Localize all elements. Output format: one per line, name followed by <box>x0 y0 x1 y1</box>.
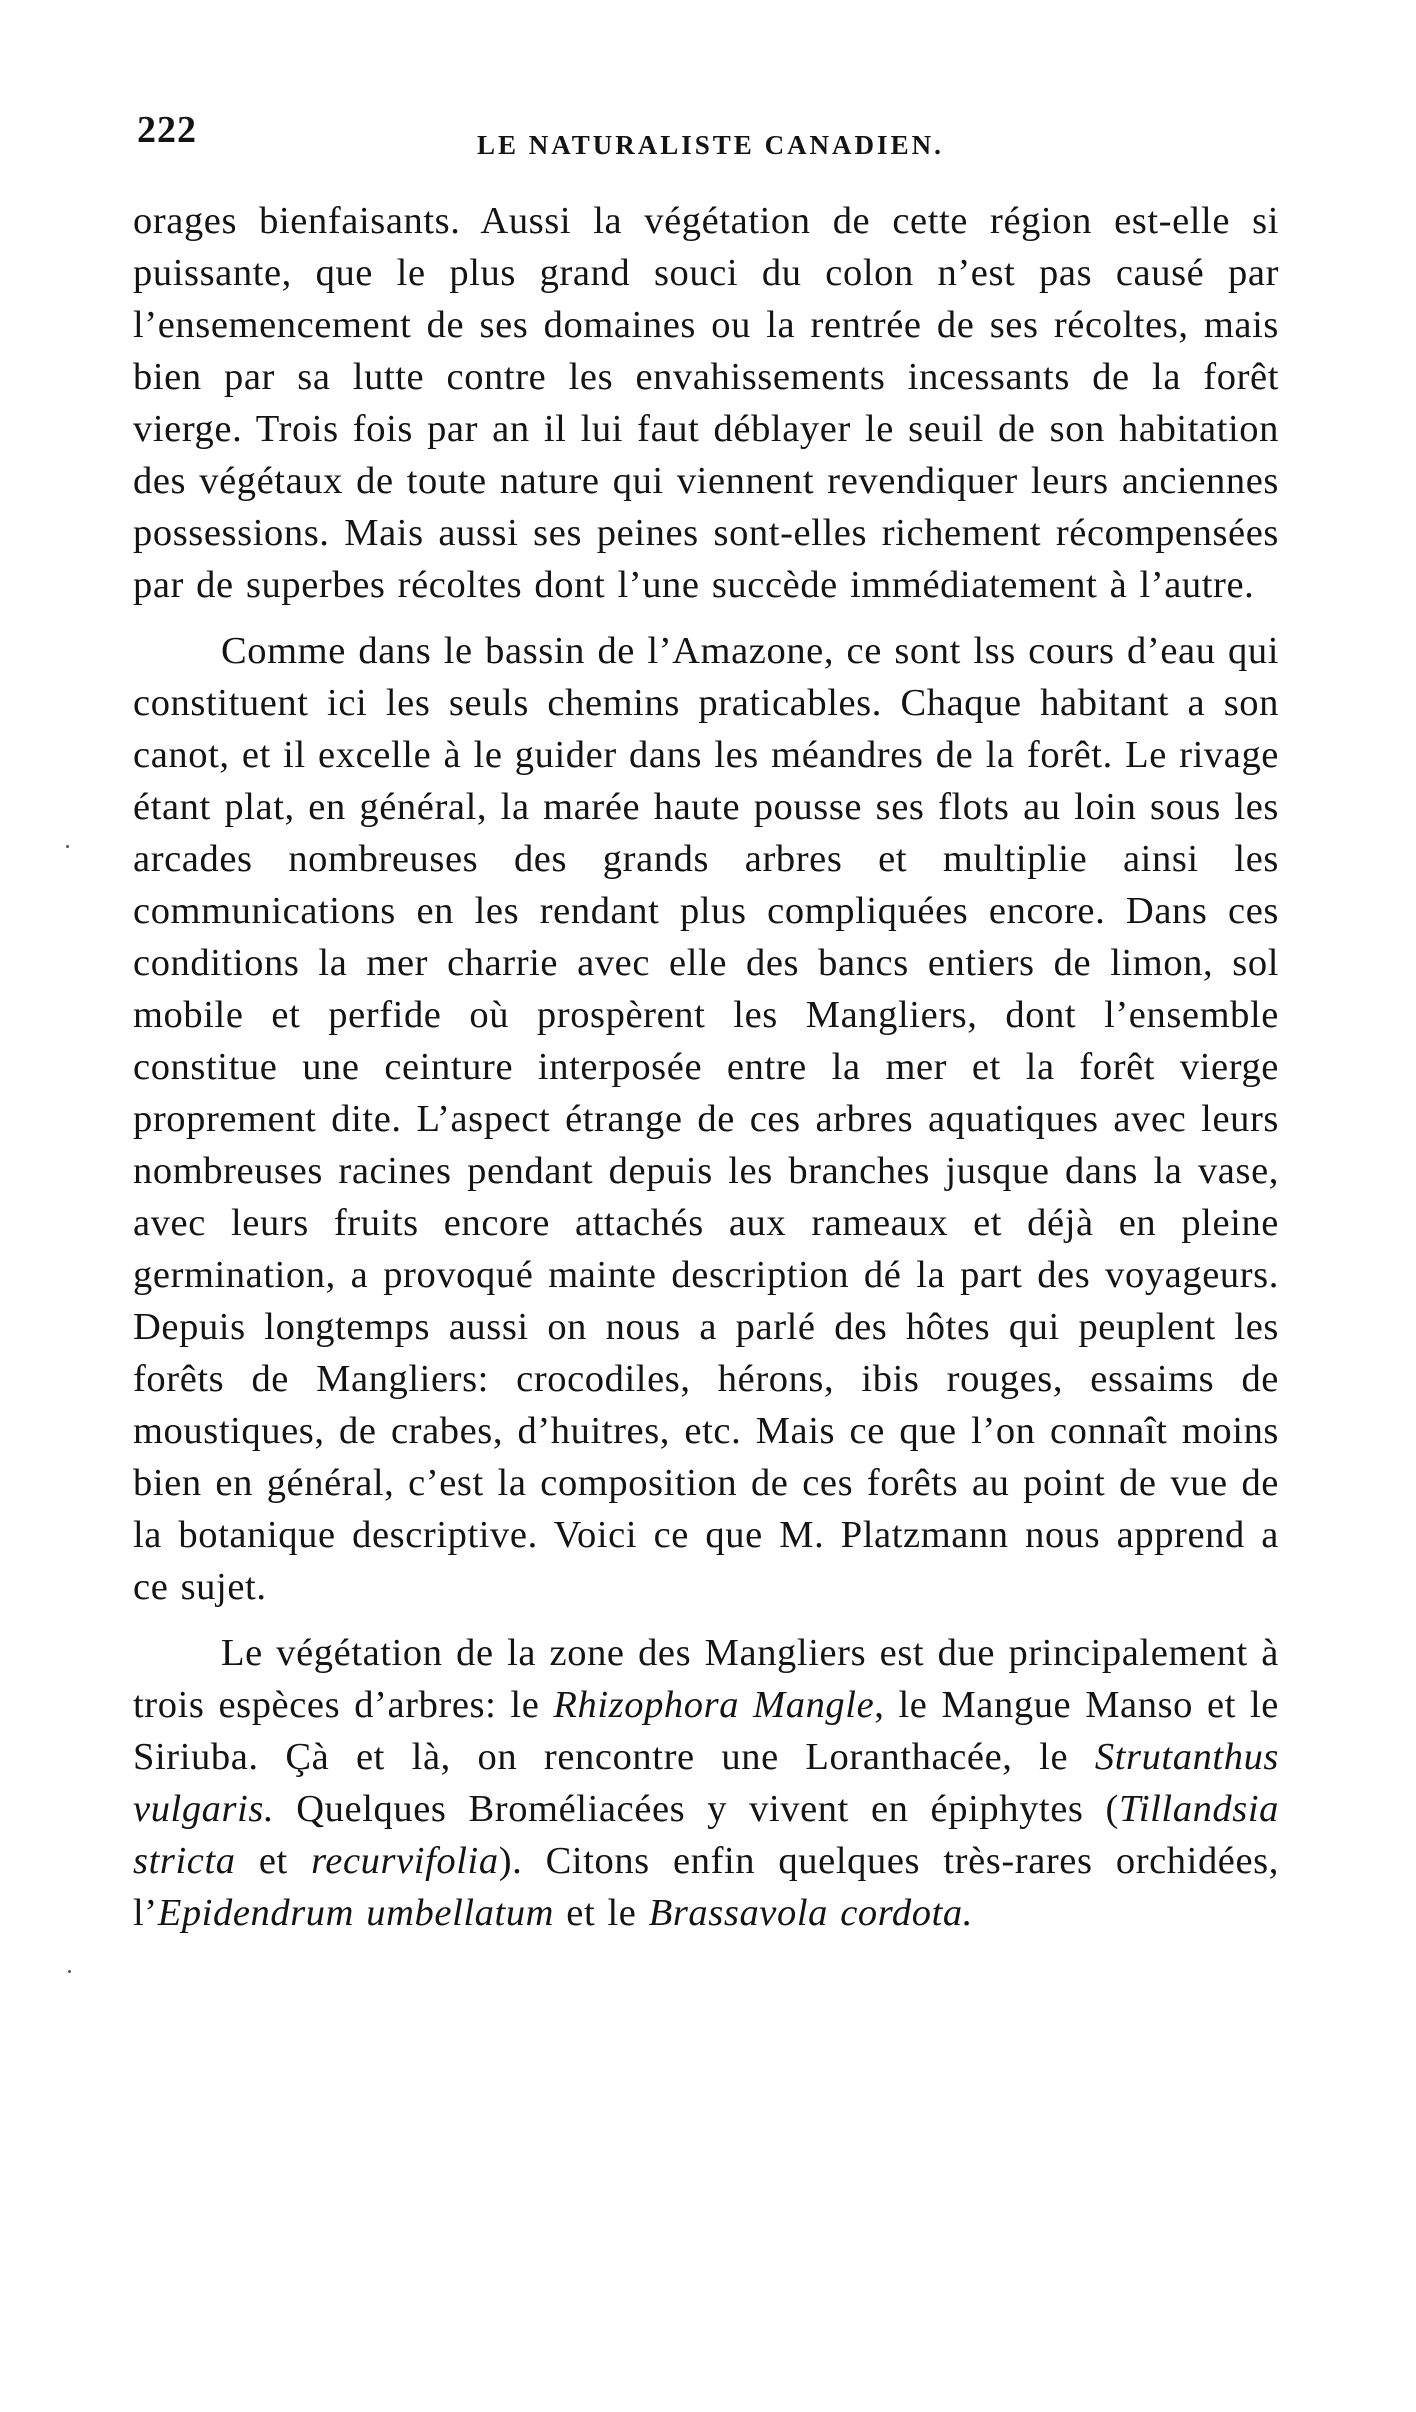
text-run: ). Citons enfin quelques très-rares orchidées, l’ <box>133 1840 1279 1934</box>
italic-term: Tillandsia stricta <box>133 1788 1279 1882</box>
print-speck <box>66 845 69 848</box>
body-text <box>133 195 1279 1939</box>
italic-term: Rhizophora Mangle <box>553 1684 875 1726</box>
running-head: LE NATURALISTE CANADIEN. <box>477 130 944 160</box>
text-run: Quelques Broméliacées y vivent en épiphytes ( <box>274 1788 1119 1830</box>
italic-term: Brassavola cordota. <box>648 1892 973 1934</box>
italic-term: recurvifolia <box>311 1840 499 1882</box>
italic-term: Strutanthus vulgaris. <box>133 1736 1279 1830</box>
paragraph <box>133 195 1279 611</box>
text-run: Comme dans le bassin de l’Amazone, ce sont lss cours d’eau qui constituent ici les seuls chemins praticables. Chaque habitant a son canot, et il excelle à le guider dans les méandres de la forêt. Le rivage étant plat, en général, la marée haute pousse ses flots au loin sous les arcades nombreuses des grands arbres et multiplie ainsi les communications en les rendant plus compliquées encore. Dans ces conditions la mer charrie avec elle des bancs entiers de limon, sol mobile et perfide où prospèrent les Mangliers, dont l’ensemble constitue une ceinture interposée entre la mer et la forêt vierge proprement dite. L’aspect étrange de ces arbres aquatiques avec leurs nombreuses racines pendant depuis les branches jusque dans la vase, avec leurs fruits encore attachés aux rameaux et déjà en pleine germination, a provoqué mainte description dé la part des voyageurs. Depuis longtemps aussi on nous a parlé des hôtes qui peuplent les forêts de Mangliers: crocodiles, hérons, ibis rouges, essaims de moustiques, de crabes, d’huitres, etc. Mais ce que l’on connaît moins bien en général, c’est la composition de ces forêts au point de vue de la botanique descriptive. Voici ce que M. Platzmann nous apprend a ce sujet. <box>133 630 1279 1608</box>
text-run: orages bienfaisants. Aussi la végétation de cette région est-elle si puissante, que le plus grand souci du colon n’est pas causé par l’ensemencement de ses domaines ou la rentrée de ses récoltes, mais bien par sa lutte contre les envahissements incessants de la forêt vierge. Trois fois par an il lui faut déblayer le seuil de son habitation des végétaux de toute nature qui viennent revendiquer leurs anciennes possessions. Mais aussi ses peines sont-elles richement récompensées par de superbes récoltes dont l’une succède immédiatement à l’autre. <box>133 200 1279 606</box>
text-run: Le végétation de la zone des Mangliers est due principalement à trois espèces d’arbres: le <box>133 1632 1279 1726</box>
page-number: 222 <box>137 109 197 151</box>
print-speck <box>68 1970 71 1973</box>
paragraph <box>133 625 1279 1613</box>
paragraph <box>133 1627 1279 1939</box>
italic-term: Epidendrum umbellatum <box>157 1892 555 1934</box>
text-run: , le Mangue Manso et le Siriuba. Çà et là, on rencontre une Loranthacée, le <box>133 1684 1279 1778</box>
page-header <box>137 108 1277 168</box>
text-run: et <box>235 1840 312 1882</box>
text-run: et le <box>554 1892 649 1934</box>
